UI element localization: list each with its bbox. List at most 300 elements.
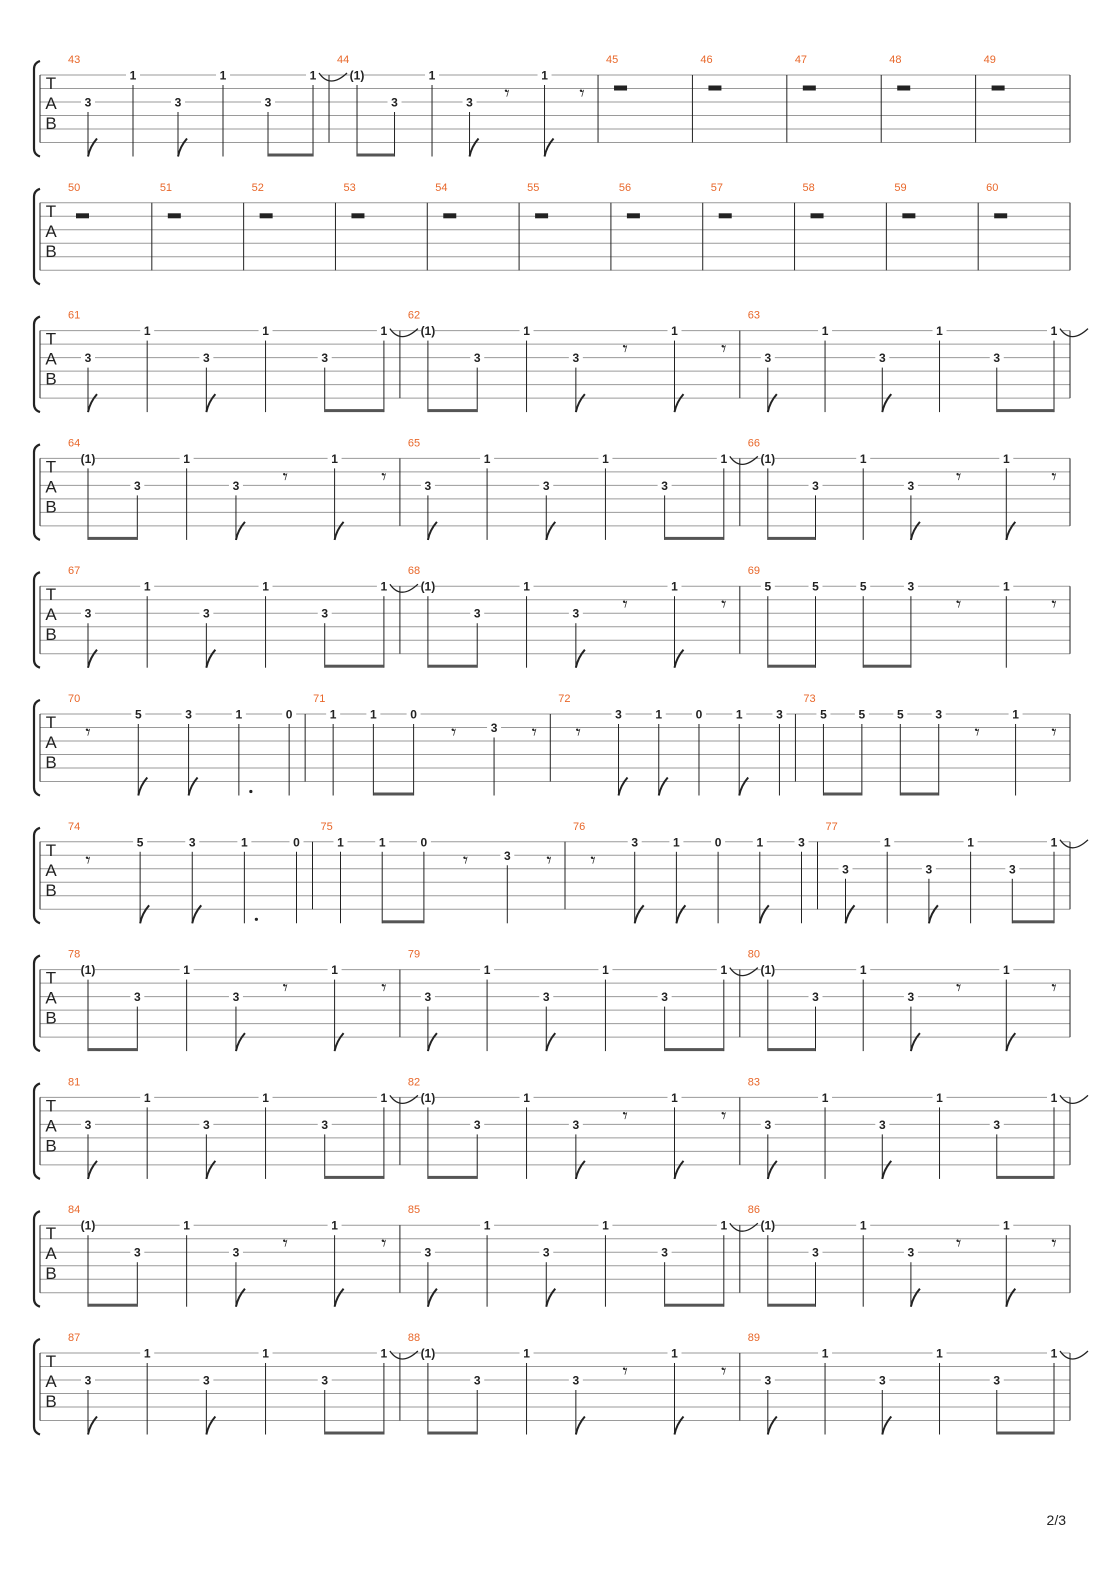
- tab-clef-letter: A: [45, 349, 57, 369]
- system-bracket: [34, 189, 40, 284]
- fret-number: (1): [80, 1218, 96, 1233]
- measure: [748, 437, 1070, 540]
- measure: [68, 1204, 400, 1307]
- measure: [408, 565, 740, 668]
- tab-clef-letter: A: [45, 477, 57, 497]
- fret-number: 1: [183, 451, 190, 466]
- fret-number: 1: [370, 707, 377, 722]
- note-flag: [206, 1161, 215, 1179]
- note-flag: [236, 1289, 245, 1307]
- tie: [1060, 840, 1088, 848]
- measure-number: 82: [407, 1076, 421, 1089]
- eighth-rest: 𝄾: [622, 1103, 628, 1128]
- fret-number: 3: [661, 478, 668, 493]
- fret-number: 3: [185, 707, 192, 722]
- beam: [823, 793, 861, 796]
- tie: [390, 329, 418, 337]
- tab-clef-letter: A: [45, 733, 57, 752]
- note-flag: [659, 778, 668, 796]
- eighth-rest: 𝄾: [721, 1359, 727, 1383]
- fret-number: 1: [720, 963, 728, 978]
- measure: [408, 1332, 740, 1435]
- whole-rest: [902, 213, 915, 218]
- measure-number: 66: [747, 437, 761, 450]
- fret-number: 1: [720, 451, 728, 466]
- eighth-rest: 𝄾: [85, 720, 91, 744]
- fret-number: 1: [183, 1218, 190, 1233]
- beam: [768, 537, 816, 540]
- fret-number: 3: [661, 1245, 668, 1260]
- beam: [997, 409, 1054, 412]
- eighth-rest: 𝄾: [381, 464, 387, 489]
- measure-number: 72: [558, 693, 571, 705]
- fret-number: 3: [321, 351, 329, 366]
- measure: [321, 821, 566, 924]
- eighth-rest: 𝄾: [955, 1231, 962, 1256]
- fret-number: 1: [183, 963, 190, 978]
- whole-rest: [443, 213, 456, 218]
- measure-number: 89: [747, 1332, 761, 1344]
- tab-clef-letter: A: [45, 860, 57, 880]
- augmentation-dot: [249, 790, 252, 793]
- eighth-rest: 𝄾: [955, 975, 962, 1000]
- fret-number: 5: [859, 579, 867, 594]
- whole-rest: [897, 86, 910, 91]
- note-flag: [676, 905, 685, 923]
- fret-number: 3: [572, 351, 580, 366]
- measure-number: 71: [313, 693, 326, 705]
- measure-number: 86: [747, 1204, 761, 1217]
- measure: [68, 1076, 421, 1179]
- note-flag: [911, 522, 920, 540]
- note-flag: [546, 1033, 555, 1051]
- fret-number: (1): [80, 451, 96, 466]
- eighth-rest: 𝄾: [381, 975, 387, 1000]
- measure-number: 61: [68, 309, 81, 322]
- tab-clef-letter: B: [45, 369, 57, 389]
- beam: [325, 1176, 384, 1179]
- tab-clef-letter: B: [45, 497, 57, 517]
- tab-clef-letter: B: [45, 114, 57, 133]
- fret-number: 1: [1002, 1218, 1010, 1233]
- tab-system: [34, 693, 1070, 796]
- note-flag: [470, 139, 479, 157]
- fret-number: 3: [174, 95, 182, 110]
- fret-number: 3: [661, 990, 668, 1005]
- fret-number: 3: [878, 351, 886, 366]
- beam: [325, 665, 384, 668]
- fret-number: (1): [760, 451, 776, 466]
- note-flag: [846, 905, 855, 923]
- note-flag: [768, 394, 777, 412]
- fret-number: 5: [820, 707, 827, 722]
- fret-number: 3: [84, 351, 92, 366]
- beam: [88, 1304, 137, 1307]
- measure-number: 53: [343, 181, 356, 194]
- beam: [428, 665, 477, 668]
- measure-number: 50: [68, 181, 81, 194]
- note-flag: [88, 650, 97, 668]
- fret-number: 1: [483, 963, 491, 978]
- whole-rest: [535, 213, 548, 218]
- eighth-rest: 𝄾: [622, 336, 628, 361]
- fret-number: 3: [798, 835, 805, 850]
- fret-number: (1): [760, 1218, 776, 1233]
- fret-number: 3: [542, 990, 550, 1005]
- fret-number: (1): [420, 1090, 436, 1105]
- measure-number: 57: [710, 181, 723, 194]
- fret-number: 1: [219, 68, 227, 83]
- fret-number: 1: [262, 1346, 269, 1361]
- fret-number: 1: [1050, 1090, 1058, 1105]
- beam: [268, 154, 313, 157]
- beam: [382, 920, 424, 923]
- fret-number: 1: [483, 451, 491, 466]
- fret-number: 3: [264, 95, 272, 110]
- measure-number: 85: [407, 1204, 421, 1217]
- fret-number: (1): [760, 963, 776, 978]
- beam: [768, 1048, 816, 1051]
- note-flag: [1006, 1289, 1015, 1307]
- measure: [407, 948, 761, 1052]
- fret-number: 3: [812, 478, 819, 493]
- measure: [407, 1204, 761, 1307]
- fret-number: 1: [523, 324, 530, 339]
- whole-rest: [627, 213, 640, 218]
- tab-system: [34, 182, 1070, 284]
- fret-number: 3: [473, 1117, 481, 1132]
- system-bracket: [34, 1339, 40, 1435]
- beam: [665, 1304, 724, 1307]
- fret-number: 3: [473, 1373, 481, 1388]
- tab-clef-letter: B: [45, 241, 57, 261]
- beam: [900, 793, 938, 796]
- eighth-rest: 𝄾: [1051, 464, 1057, 489]
- note-flag: [882, 1161, 891, 1179]
- tab-system: [34, 310, 1088, 413]
- fret-number: 3: [203, 1373, 210, 1388]
- measure-number: 84: [68, 1204, 81, 1217]
- tab-clef-letter: T: [45, 713, 57, 732]
- note-flag: [88, 394, 97, 412]
- measure: [748, 1076, 1088, 1179]
- note-flag: [206, 650, 215, 668]
- fret-number: 1: [756, 835, 764, 850]
- system-bracket: [34, 317, 40, 413]
- tab-clef-letter: A: [45, 988, 57, 1008]
- measure-number: 67: [68, 565, 81, 578]
- fret-number: (1): [80, 963, 96, 978]
- measure: [68, 821, 313, 924]
- eighth-rest: 𝄾: [955, 464, 962, 489]
- fret-number: 3: [391, 95, 398, 110]
- tab-clef-letter: T: [45, 1352, 57, 1371]
- eighth-rest: 𝄾: [721, 1103, 727, 1128]
- measure-number: 46: [700, 54, 713, 66]
- tie: [390, 1095, 418, 1103]
- note-flag: [882, 1417, 891, 1435]
- fret-number: 0: [285, 707, 293, 722]
- measure-number: 55: [527, 181, 540, 194]
- fret-number: 3: [203, 606, 210, 621]
- eighth-rest: 𝄾: [451, 720, 457, 744]
- note-flag: [335, 1289, 344, 1307]
- fret-number: 5: [134, 707, 142, 722]
- tab-clef-letter: T: [45, 457, 57, 477]
- fret-number: 1: [262, 1090, 269, 1105]
- tab-system: [34, 949, 1070, 1052]
- note-flag: [576, 1417, 585, 1435]
- fret-number: 1: [329, 707, 337, 722]
- system-bracket: [34, 956, 40, 1052]
- fret-number: 1: [1050, 835, 1058, 850]
- fret-number: 1: [309, 68, 317, 83]
- note-flag: [335, 522, 344, 540]
- beam: [325, 1432, 384, 1435]
- tie: [730, 456, 758, 464]
- beam: [325, 409, 384, 412]
- measure: [407, 437, 761, 540]
- tab-clef-letter: A: [45, 221, 57, 241]
- fret-number: 1: [735, 707, 743, 722]
- note-flag: [768, 1417, 777, 1435]
- fret-number: 1: [523, 579, 530, 594]
- beam: [428, 409, 477, 412]
- tab-clef-letter: B: [45, 1008, 57, 1028]
- system-bracket: [34, 61, 40, 157]
- note-flag: [138, 778, 147, 796]
- measure-number: 63: [747, 309, 761, 322]
- eighth-rest: 𝄾: [721, 336, 727, 361]
- beam: [997, 1176, 1054, 1179]
- note-flag: [674, 650, 683, 668]
- measure-number: 73: [803, 693, 816, 705]
- fret-number: 3: [907, 990, 915, 1005]
- fret-number: 1: [523, 1346, 530, 1361]
- measure-number: 74: [68, 820, 81, 833]
- fret-number: 3: [490, 721, 498, 735]
- tab-system: [34, 1204, 1070, 1307]
- note-flag: [1006, 1033, 1015, 1051]
- measure-number: 43: [68, 54, 81, 66]
- fret-number: 3: [188, 835, 196, 850]
- eighth-rest: 𝄾: [1051, 975, 1057, 1000]
- fret-number: 1: [602, 963, 609, 978]
- system-bracket: [34, 1083, 40, 1179]
- fret-number: 1: [859, 963, 867, 978]
- fret-number: 3: [232, 478, 240, 493]
- tab-clef-letter: T: [45, 329, 57, 349]
- tab-clef-letter: B: [45, 1392, 57, 1411]
- tie: [730, 968, 758, 976]
- note-flag: [236, 522, 245, 540]
- measure: [748, 310, 1088, 413]
- fret-number: 1: [1002, 451, 1010, 466]
- beam: [768, 1304, 816, 1307]
- eighth-rest: 𝄾: [85, 847, 91, 872]
- note-flag: [760, 905, 769, 923]
- note-flag: [206, 1417, 215, 1435]
- fret-number: 1: [1050, 324, 1058, 339]
- fret-number: 3: [615, 707, 622, 722]
- system-bracket: [34, 572, 40, 668]
- fret-number: 1: [129, 68, 137, 83]
- fret-number: 3: [572, 606, 580, 621]
- fret-number: 1: [331, 451, 338, 466]
- beam: [373, 793, 413, 796]
- note-flag: [178, 139, 187, 157]
- note-flag: [88, 1417, 97, 1435]
- measure: [68, 693, 305, 796]
- fret-number: 3: [424, 1245, 432, 1260]
- fret-number: 3: [321, 1117, 329, 1132]
- tab-clef-letter: B: [45, 753, 57, 772]
- fret-number: 1: [483, 1218, 491, 1233]
- measure: [68, 565, 421, 668]
- note-flag: [1006, 522, 1015, 540]
- fret-number: 3: [812, 990, 819, 1005]
- fret-number: 1: [380, 1090, 388, 1105]
- fret-number: 1: [428, 68, 436, 83]
- tie: [1060, 1095, 1088, 1103]
- note-flag: [192, 905, 201, 923]
- tab-clef-letter: A: [45, 94, 57, 113]
- fret-number: 1: [936, 324, 943, 339]
- fret-number: 1: [967, 835, 974, 850]
- tab-system: [34, 821, 1088, 924]
- eighth-rest: 𝄾: [622, 592, 628, 617]
- tab-system: [34, 565, 1070, 668]
- measure: [748, 1204, 1070, 1307]
- note-flag: [88, 139, 97, 157]
- fret-number: 0: [695, 707, 703, 722]
- measure: [68, 1332, 421, 1435]
- fret-number: 3: [878, 1117, 886, 1132]
- fret-number: 3: [424, 478, 432, 493]
- fret-number: 3: [321, 606, 329, 621]
- beam: [665, 537, 724, 540]
- measure-number: 81: [68, 1076, 81, 1089]
- fret-number: 3: [572, 1117, 580, 1132]
- fret-number: 1: [936, 1090, 943, 1105]
- eighth-rest: 𝄾: [282, 975, 288, 1000]
- tie: [730, 1223, 758, 1231]
- fret-number: 0: [420, 835, 428, 850]
- tab-clef-letter: T: [45, 201, 57, 221]
- whole-rest: [614, 86, 627, 91]
- page-number: 2/3: [1046, 1512, 1066, 1528]
- measure-number: 69: [747, 565, 761, 578]
- measure: [803, 693, 1070, 796]
- fret-number: 1: [1002, 963, 1010, 978]
- measure-number: 54: [435, 181, 448, 194]
- eighth-rest: 𝄾: [579, 81, 585, 105]
- fret-number: 3: [466, 95, 473, 110]
- tab-clef-letter: B: [45, 625, 57, 645]
- tab-system: [34, 1332, 1088, 1435]
- measure-number: 68: [407, 565, 421, 578]
- measure-number: 77: [825, 820, 838, 833]
- tab-clef-letter: T: [45, 1224, 57, 1244]
- note-flag: [674, 1417, 683, 1435]
- fret-number: (1): [420, 324, 436, 339]
- fret-number: 1: [720, 1218, 728, 1233]
- fret-number: 3: [84, 1373, 92, 1388]
- note-flag: [929, 905, 938, 923]
- measure: [573, 821, 818, 924]
- beam: [357, 154, 395, 157]
- fret-number: 3: [907, 1245, 915, 1260]
- whole-rest: [992, 86, 1005, 91]
- measure: [408, 310, 740, 413]
- fret-number: 5: [858, 707, 866, 722]
- fret-number: 3: [764, 351, 772, 366]
- eighth-rest: 𝄾: [282, 464, 288, 489]
- fret-number: 1: [143, 1346, 151, 1361]
- note-flag: [335, 1033, 344, 1051]
- fret-number: 1: [262, 324, 269, 339]
- tab-system: [34, 437, 1070, 540]
- fret-number: 0: [410, 707, 417, 722]
- fret-number: (1): [420, 579, 436, 594]
- note-flag: [206, 394, 215, 412]
- eighth-rest: 𝄾: [381, 1231, 387, 1256]
- fret-number: 3: [812, 1245, 819, 1260]
- fret-number: 1: [380, 324, 388, 339]
- tab-system: [34, 54, 1070, 157]
- fret-number: 3: [503, 848, 511, 863]
- fret-number: 3: [764, 1373, 772, 1388]
- measure-number: 62: [407, 309, 421, 322]
- tab-clef-letter: T: [45, 840, 57, 860]
- whole-rest: [719, 213, 732, 218]
- fret-number: 3: [133, 1245, 141, 1260]
- system-bracket: [34, 828, 40, 924]
- fret-number: 3: [764, 1117, 772, 1132]
- measure-number: 59: [894, 181, 907, 194]
- beam: [88, 1048, 137, 1051]
- fret-number: 5: [812, 579, 819, 594]
- system-bracket: [34, 444, 40, 540]
- fret-number: 3: [993, 1373, 1001, 1388]
- eighth-rest: 𝄾: [955, 592, 962, 617]
- whole-rest: [351, 213, 364, 218]
- fret-number: 1: [331, 963, 338, 978]
- fret-number: 3: [232, 1245, 240, 1260]
- fret-number: 3: [542, 1245, 550, 1260]
- measure-number: 51: [159, 181, 173, 194]
- note-flag: [911, 1033, 920, 1051]
- tab-clef-letter: A: [45, 605, 57, 625]
- tie: [390, 584, 418, 592]
- eighth-rest: 𝄾: [590, 847, 596, 872]
- measure-number: 79: [407, 948, 421, 961]
- eighth-rest: 𝄾: [1051, 1231, 1057, 1256]
- tab-clef-letter: T: [45, 585, 57, 605]
- note-flag: [911, 1289, 920, 1307]
- beam: [665, 1048, 724, 1051]
- note-flag: [576, 650, 585, 668]
- fret-number: 5: [136, 835, 144, 850]
- tab-clef-letter: B: [45, 1136, 57, 1156]
- whole-rest: [76, 213, 89, 218]
- fret-number: 3: [424, 990, 432, 1005]
- measure: [748, 949, 1070, 1052]
- fret-number: 1: [671, 324, 678, 339]
- note-flag: [619, 778, 628, 796]
- eighth-rest: 𝄾: [546, 847, 552, 872]
- tab-system: [34, 1076, 1088, 1179]
